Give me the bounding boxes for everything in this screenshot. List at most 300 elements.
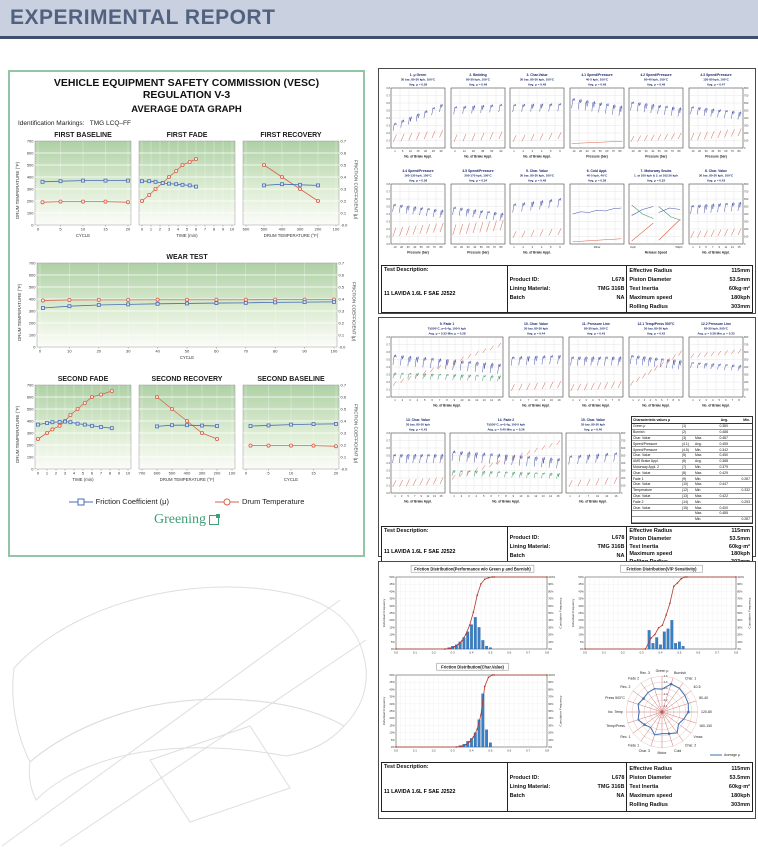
svg-text:0.0: 0.0 [386, 243, 390, 246]
svg-text:1: 1 [692, 399, 694, 402]
svg-text:30: 30 [585, 150, 589, 153]
test-description-label: Test Description: [384, 527, 429, 534]
svg-text:15: 15 [439, 495, 443, 498]
svg-text:25%: 25% [389, 612, 395, 615]
svg-text:Pressure (bar): Pressure (bar) [585, 154, 608, 159]
spec-row: Piston Diameter 53.5mm [629, 774, 750, 781]
svg-text:0.7: 0.7 [526, 650, 531, 655]
greening-logo-icon [209, 515, 219, 525]
svg-text:10: 10 [453, 246, 457, 249]
svg-text:0.6: 0.6 [386, 102, 390, 105]
svg-text:SECOND BASELINE: SECOND BASELINE [256, 376, 325, 383]
svg-text:20%: 20% [389, 619, 395, 623]
svg-text:10: 10 [229, 226, 234, 232]
svg-text:0%: 0% [390, 746, 395, 749]
field-row: Product ID: L678 [509, 534, 625, 541]
svg-text:4.1 Speed/Pressure: 4.1 Speed/Pressure [581, 73, 613, 77]
svg-text:15: 15 [416, 150, 420, 153]
svg-text:100: 100 [330, 348, 337, 354]
svg-text:70%: 70% [737, 597, 743, 601]
axis-label-drum-temperature: DRUM TEMPERATURE (°F) [14, 405, 20, 463]
svg-text:Cumulative Frequency: Cumulative Frequency [558, 597, 563, 629]
svg-text:0.1: 0.1 [386, 388, 390, 392]
svg-text:800: 800 [744, 336, 749, 339]
svg-text:10: 10 [125, 470, 130, 476]
characteristic-row: Fade 2 (14) Min. 0.253 [632, 499, 750, 504]
test-description-table [381, 762, 753, 812]
svg-text:0.4: 0.4 [340, 174, 346, 180]
chart-first-baseline [22, 129, 135, 251]
svg-text:500: 500 [743, 205, 749, 209]
svg-text:13: 13 [432, 495, 436, 498]
svg-text:6: 6 [559, 150, 561, 153]
svg-text:30 bar, 80-30 kph: 30 bar, 80-30 kph [405, 422, 431, 427]
svg-text:600: 600 [28, 272, 35, 278]
svg-text:1: 1 [149, 226, 152, 232]
svg-text:Cold: Cold [674, 749, 682, 754]
svg-text:15: 15 [497, 399, 501, 402]
chart-11-pressure-line [567, 320, 625, 416]
svg-text:45%: 45% [578, 583, 584, 587]
svg-text:7: 7 [413, 495, 416, 498]
svg-text:0: 0 [244, 470, 247, 476]
svg-text:0: 0 [38, 348, 41, 354]
svg-text:0.2: 0.2 [620, 650, 625, 655]
svg-text:10%: 10% [548, 738, 554, 742]
axis-label-friction-coefficient: FRICTION COEFFICIENT (μ) [353, 404, 359, 464]
svg-text:0.1: 0.1 [386, 235, 390, 239]
svg-text:0%: 0% [737, 648, 742, 651]
svg-text:10: 10 [691, 150, 695, 153]
characteristic-row: Burnish (2) 0.488 [632, 430, 752, 436]
svg-text:80-30 kph, 100°C: 80-30 kph, 100°C [465, 77, 490, 82]
svg-text:0.3: 0.3 [386, 373, 390, 377]
svg-text:3: 3 [467, 495, 470, 498]
svg-text:100%: 100% [548, 576, 556, 579]
svg-text:100: 100 [743, 235, 749, 239]
characteristic-row: Max. 0.485 [632, 511, 752, 517]
svg-text:0.6: 0.6 [340, 150, 346, 156]
svg-text:7. Motorway Snubs: 7. Motorway Snubs [640, 169, 672, 173]
svg-text:200: 200 [743, 132, 749, 135]
dyno-test-panel-1 [378, 68, 756, 314]
field-row: Lining Material: TMG 316B [509, 286, 625, 292]
svg-text:30: 30 [704, 150, 708, 153]
svg-text:0.7: 0.7 [526, 748, 531, 753]
svg-text:70: 70 [243, 348, 248, 354]
svg-text:Rec. 2: Rec. 2 [620, 685, 631, 690]
report-header [0, 0, 758, 39]
svg-text:40%: 40% [548, 717, 554, 721]
svg-text:1: 1 [632, 399, 634, 402]
svg-text:25: 25 [431, 150, 435, 153]
svg-text:20%: 20% [389, 717, 395, 721]
svg-text:15%: 15% [389, 724, 395, 728]
svg-text:35%: 35% [389, 597, 395, 601]
svg-text:500: 500 [28, 284, 35, 290]
svg-text:Vmax: Vmax [693, 734, 703, 739]
svg-text:60: 60 [724, 150, 728, 153]
svg-text:4: 4 [649, 399, 651, 402]
svg-text:40%: 40% [548, 619, 554, 623]
svg-text:60: 60 [664, 150, 668, 153]
svg-text:1: 1 [692, 246, 694, 249]
svg-text:0.1: 0.1 [340, 454, 346, 460]
svg-text:40%: 40% [737, 619, 743, 623]
svg-text:100: 100 [28, 332, 35, 338]
svg-text:200: 200 [26, 442, 33, 448]
svg-text:0: 0 [36, 226, 39, 232]
svg-text:8: 8 [618, 399, 620, 402]
characteristic-row: Char. Value (10) Max. 0.447 [632, 482, 752, 488]
svg-text:Avg. μ = 0.44: Avg. μ = 0.44 [526, 331, 546, 336]
svg-text:300: 300 [744, 373, 749, 377]
svg-text:600: 600 [26, 150, 33, 156]
svg-text:10%: 10% [578, 633, 584, 637]
svg-text:8: 8 [738, 399, 740, 402]
svg-text:10: 10 [408, 150, 412, 153]
brake-pad-outline-drawing [0, 552, 372, 849]
svg-text:0.6: 0.6 [507, 650, 512, 655]
svg-text:10: 10 [460, 399, 464, 402]
svg-text:7: 7 [203, 226, 206, 232]
svg-text:0.8: 0.8 [733, 650, 739, 655]
svg-text:14. Fade 2: 14. Fade 2 [497, 418, 514, 422]
svg-text:0.5: 0.5 [488, 650, 493, 655]
dyno-panel-2-row-2 [381, 416, 753, 524]
svg-text:0.2: 0.2 [340, 442, 346, 448]
svg-text:600: 600 [26, 394, 33, 400]
svg-text:0.4: 0.4 [386, 213, 390, 216]
svg-text:300: 300 [26, 430, 33, 436]
chart-9-fade-1 [381, 320, 505, 416]
svg-text:80-40 kph, 100°C: 80-40 kph, 100°C [644, 77, 669, 82]
svg-text:600: 600 [153, 470, 160, 476]
svg-text:Cumulative Frequency: Cumulative Frequency [558, 695, 563, 727]
svg-text:40-5 kph, 100°C: 40-5 kph, 100°C [585, 77, 608, 82]
legend-item [69, 497, 169, 506]
svg-text:4: 4 [416, 399, 419, 402]
svg-text:3. Char.Value: 3. Char.Value [526, 73, 548, 77]
svg-text:1: 1 [513, 246, 515, 249]
chart-44-speed-pressure [381, 167, 447, 263]
svg-text:0.4: 0.4 [386, 462, 390, 465]
svg-text:Char. 2: Char. 2 [684, 743, 697, 748]
vesc-title-regulation: REGULATION V-3 [142, 89, 231, 101]
characteristic-row: Speed/Pressure (4.1) Avg. 0.455 [632, 441, 752, 447]
svg-text:20: 20 [333, 470, 338, 476]
characteristic-row: Motorway Appl. 2 (7) Min. 0.379 [632, 465, 752, 471]
svg-text:-0.0: -0.0 [340, 222, 347, 228]
characteristic-row: Fade 1 (9) Min. 0.287 [632, 476, 750, 481]
svg-text:80: 80 [439, 246, 443, 249]
characteristic-row: Temperature (12) Min. 0.332 [632, 488, 750, 493]
svg-text:80: 80 [272, 348, 277, 354]
vesc-report-panel [8, 70, 365, 557]
svg-text:400: 400 [743, 117, 749, 120]
svg-text:0.0: 0.0 [582, 650, 588, 655]
svg-text:8: 8 [108, 470, 111, 476]
svg-text:0.6: 0.6 [386, 351, 390, 354]
svg-text:0.1: 0.1 [340, 210, 346, 216]
svg-text:Individual Frequency: Individual Frequency [571, 598, 575, 628]
svg-text:800: 800 [743, 87, 749, 90]
svg-text:No. of Brake Appl.: No. of Brake Appl. [404, 499, 432, 504]
svg-text:Char. 1: Char. 1 [684, 676, 697, 681]
svg-text:Green μ: Green μ [655, 669, 669, 673]
svg-text:9: 9 [453, 399, 456, 402]
svg-text:0.3: 0.3 [663, 693, 668, 696]
svg-text:5: 5 [81, 470, 84, 476]
svg-text:0.0: 0.0 [386, 147, 390, 150]
vesc-title-graph: AVERAGE DATA GRAPH [131, 104, 242, 115]
svg-text:0.2: 0.2 [386, 477, 390, 480]
svg-text:0.8: 0.8 [386, 432, 390, 435]
svg-text:20: 20 [96, 348, 101, 354]
distribution-row-2 [381, 662, 753, 760]
svg-text:Avg. μ = 0.40: Avg. μ = 0.40 [584, 427, 603, 432]
svg-text:10: 10 [534, 399, 538, 402]
chart-13-char-value [381, 416, 447, 512]
svg-text:8. Char. Value: 8. Char. Value [704, 169, 727, 173]
svg-text:2: 2 [698, 399, 701, 402]
svg-text:40: 40 [591, 150, 595, 153]
svg-text:30 bar, 80-30 kph: 30 bar, 80-30 kph [581, 422, 606, 427]
svg-text:No. of Brake Appl.: No. of Brake Appl. [702, 403, 730, 408]
svg-text:0.1: 0.1 [412, 748, 417, 753]
svg-text:60: 60 [605, 150, 609, 153]
chart-42-speed-pressure [627, 71, 685, 167]
svg-text:30: 30 [406, 246, 410, 249]
svg-text:62: 62 [499, 150, 503, 153]
svg-text:10: 10 [519, 495, 523, 498]
svg-text:50: 50 [489, 150, 493, 153]
svg-text:100: 100 [621, 484, 626, 488]
svg-text:600: 600 [743, 102, 749, 105]
svg-text:10: 10 [288, 470, 293, 476]
svg-text:0.3: 0.3 [340, 186, 346, 192]
field-row: Product ID: L678 [509, 277, 625, 283]
svg-text:0.7: 0.7 [386, 439, 390, 443]
svg-text:300: 300 [28, 308, 35, 314]
svg-text:70: 70 [730, 150, 734, 153]
svg-text:14: 14 [490, 399, 494, 402]
svg-text:0: 0 [30, 222, 33, 228]
svg-text:Fade 2: Fade 2 [628, 676, 640, 681]
svg-text:Friction Distribution(V/P Sens: Friction Distribution(V/P Sensitivity) [626, 566, 697, 572]
svg-text:80: 80 [677, 150, 681, 153]
svg-text:0.5: 0.5 [386, 454, 390, 458]
svg-text:4: 4 [711, 399, 714, 402]
chart-first-recovery [239, 129, 352, 251]
svg-text:120-80: 120-80 [701, 710, 712, 715]
characteristic-row: Char. Value (5) Max. 0.450 [632, 453, 752, 459]
svg-text:0.8: 0.8 [544, 748, 550, 753]
svg-text:1: 1 [394, 150, 396, 153]
svg-text:Temp/Press: Temp/Press [606, 724, 625, 729]
svg-text:80: 80 [618, 150, 622, 153]
svg-text:15: 15 [737, 246, 741, 249]
svg-text:3: 3 [705, 399, 707, 402]
svg-text:50: 50 [184, 348, 189, 354]
svg-text:TIME (min): TIME (min) [71, 477, 94, 482]
svg-text:30 bar, 80-30 kph, 100°C: 30 bar, 80-30 kph, 100°C [520, 77, 555, 82]
svg-text:500: 500 [621, 454, 626, 458]
svg-text:7: 7 [731, 399, 734, 402]
chart-121-temp-press-500 [627, 320, 685, 416]
svg-text:30%: 30% [578, 604, 584, 608]
characteristic-row: Green μ (1) 0.380 [632, 424, 752, 430]
svg-text:Avg. μ = 0.43: Avg. μ = 0.43 [408, 427, 428, 432]
svg-text:80-30 kph, 500°C: 80-30 kph, 500°C [704, 326, 728, 331]
svg-text:10%: 10% [548, 640, 554, 644]
svg-text:50: 50 [419, 246, 423, 249]
svg-text:10: 10 [393, 246, 397, 249]
svg-text:40: 40 [472, 246, 476, 249]
svg-text:30%: 30% [737, 626, 743, 630]
svg-text:60%: 60% [548, 604, 554, 608]
svg-text:13: 13 [542, 399, 546, 402]
svg-text:50: 50 [658, 150, 662, 153]
svg-text:4.4 Speed/Pressure: 4.4 Speed/Pressure [402, 169, 434, 173]
svg-text:Individual Frequency: Individual Frequency [382, 696, 386, 726]
svg-text:T≤550°C, a=0.4g, 100-5 kph: T≤550°C, a=0.4g, 100-5 kph [427, 326, 467, 331]
svg-text:0.1: 0.1 [412, 650, 417, 655]
chart-second-recovery [135, 373, 239, 495]
distribution-row-1 [381, 564, 753, 662]
svg-text:T≤550°C, a=0.4g, 100-5 kph: T≤550°C, a=0.4g, 100-5 kph [486, 422, 525, 427]
svg-text:5: 5 [550, 150, 552, 153]
svg-text:200: 200 [743, 228, 749, 231]
svg-text:400: 400 [744, 366, 749, 369]
svg-text:0.7: 0.7 [386, 343, 390, 347]
svg-text:No. of Brake Appl.: No. of Brake Appl. [522, 403, 550, 408]
svg-text:No. of Brake Appl.: No. of Brake Appl. [523, 154, 551, 159]
svg-text:0.6: 0.6 [338, 272, 344, 278]
svg-text:60%: 60% [548, 702, 554, 706]
svg-text:5: 5 [266, 470, 270, 476]
svg-text:30: 30 [466, 246, 470, 249]
svg-text:0: 0 [743, 243, 746, 246]
svg-text:1: 1 [569, 495, 572, 498]
svg-text:13: 13 [605, 495, 609, 498]
svg-text:0.3: 0.3 [450, 748, 455, 753]
svg-text:70%: 70% [548, 695, 554, 699]
svg-text:Avg. μ = 0.48: Avg. μ = 0.48 [587, 82, 606, 87]
svg-text:0.5: 0.5 [677, 650, 682, 655]
svg-text:Cumulative Frequency: Cumulative Frequency [747, 597, 752, 629]
svg-text:12: 12 [475, 399, 479, 402]
svg-text:Avg. μ = 0.38: Avg. μ = 0.38 [587, 178, 606, 183]
spec-row: Maximum speed 180kph [629, 551, 750, 558]
test-description-label: Test Description: [384, 267, 429, 273]
svg-text:500: 500 [26, 406, 33, 412]
svg-text:0.4: 0.4 [386, 117, 390, 120]
svg-text:35%: 35% [389, 695, 395, 699]
svg-text:80%: 80% [548, 688, 554, 692]
dyno-panel-1-row-2 [381, 167, 753, 263]
svg-text:Rec. 1: Rec. 1 [620, 734, 631, 739]
svg-text:200-170 kph, 100°C: 200-170 kph, 100°C [463, 173, 492, 178]
chart-41-speed-pressure [568, 71, 626, 167]
spec-row: Piston Diameter 53.5mm [629, 277, 750, 284]
svg-text:30%: 30% [548, 724, 554, 728]
svg-text:800: 800 [743, 183, 749, 186]
svg-text:0.2: 0.2 [386, 228, 390, 231]
svg-text:40%: 40% [389, 688, 395, 692]
svg-text:3: 3 [400, 495, 403, 498]
svg-text:30%: 30% [389, 604, 395, 608]
chart-14-fade-2 [448, 416, 564, 512]
svg-text:0%: 0% [390, 648, 395, 651]
svg-text:35%: 35% [578, 597, 584, 601]
svg-text:6: 6 [490, 495, 492, 498]
svg-text:0.1: 0.1 [386, 139, 390, 143]
svg-text:-0.0: -0.0 [340, 466, 347, 472]
chart-7-motorway-snubs [627, 167, 685, 263]
chart-3-char-value [508, 71, 566, 167]
svg-text:0.5: 0.5 [488, 748, 493, 753]
svg-text:7: 7 [99, 470, 102, 476]
svg-text:10: 10 [572, 150, 576, 153]
characteristic-row: Char. Value (15) Max. 0.400 [632, 505, 752, 511]
svg-text:16: 16 [549, 399, 553, 402]
svg-text:0.5: 0.5 [386, 358, 390, 362]
svg-text:600: 600 [743, 198, 749, 201]
svg-text:12.1 Temp/Press 500°C: 12.1 Temp/Press 500°C [637, 322, 675, 326]
chart-6-cold-appl [568, 167, 626, 263]
svg-text:11: 11 [724, 246, 728, 249]
svg-text:0.7: 0.7 [715, 650, 720, 655]
svg-text:0.3: 0.3 [338, 308, 344, 314]
axis-label-friction-coefficient: FRICTION COEFFICIENT (μ) [351, 282, 357, 342]
test-description-table-1 [381, 265, 753, 313]
svg-text:30: 30 [439, 150, 443, 153]
svg-text:20: 20 [698, 150, 702, 153]
svg-text:600: 600 [621, 447, 626, 450]
svg-text:7: 7 [587, 495, 590, 498]
svg-text:9: 9 [117, 470, 120, 476]
friction-distribution-panel [378, 561, 756, 819]
svg-text:40-5: 40-5 [693, 685, 701, 690]
vesc-chart-rows [10, 129, 363, 495]
svg-text:0.3: 0.3 [386, 124, 390, 128]
svg-text:11: 11 [526, 495, 530, 498]
svg-text:10%: 10% [389, 633, 395, 637]
svg-text:3: 3 [531, 150, 534, 153]
svg-text:9: 9 [718, 246, 721, 249]
svg-text:15: 15 [310, 470, 316, 476]
svg-text:0.4: 0.4 [338, 296, 344, 302]
svg-text:0.7: 0.7 [340, 138, 346, 144]
svg-text:0.2: 0.2 [386, 132, 390, 135]
svg-text:11: 11 [426, 495, 430, 498]
svg-text:700: 700 [743, 94, 749, 98]
greening-logo-text: Greening [153, 512, 207, 527]
characteristic-row: Speed/Pressure (4.5) Min. 0.342 [632, 447, 752, 453]
svg-text:0.5: 0.5 [340, 162, 346, 168]
chart-10-char-value [507, 320, 565, 416]
svg-text:DRUM TEMPERATURE (°F): DRUM TEMPERATURE (°F) [263, 233, 318, 238]
svg-text:4: 4 [475, 495, 477, 498]
svg-text:700: 700 [743, 190, 749, 194]
legend-item [215, 497, 304, 506]
svg-text:0.6: 0.6 [340, 394, 346, 400]
svg-text:0.1: 0.1 [601, 650, 606, 655]
svg-text:FIRST FADE: FIRST FADE [166, 132, 207, 139]
svg-text:FIRST RECOVERY: FIRST RECOVERY [259, 132, 322, 139]
svg-text:6: 6 [605, 399, 607, 402]
